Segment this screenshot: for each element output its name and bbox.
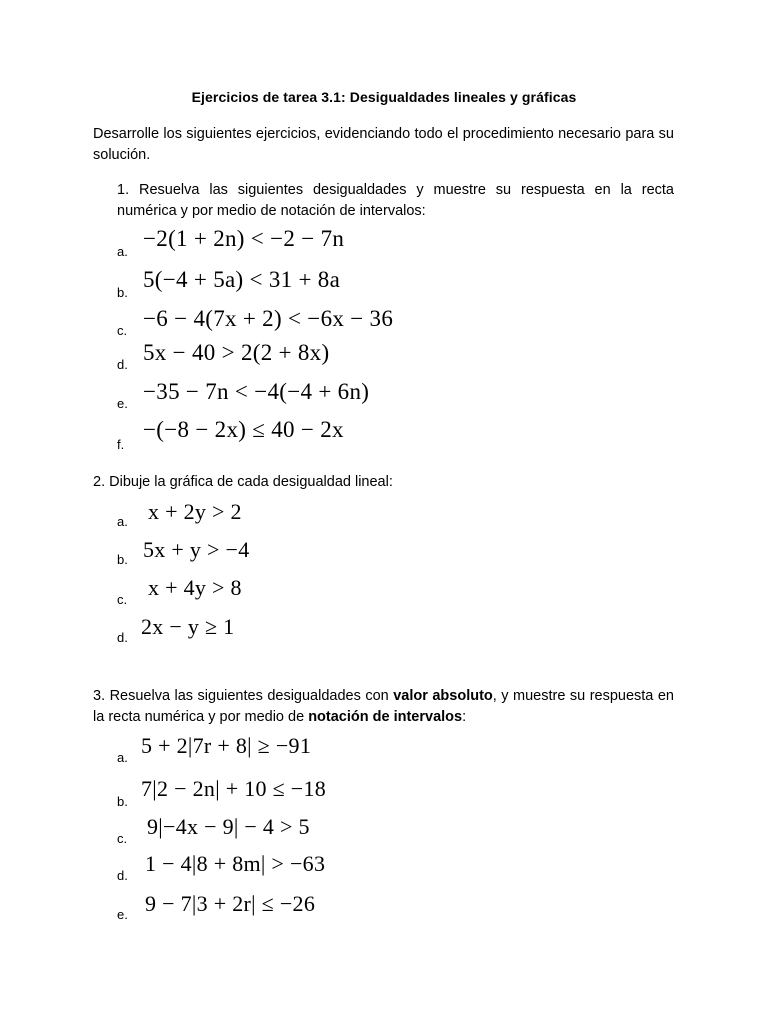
s1-item-c-letter: c. [117, 323, 128, 338]
s3-item-a-letter: a. [117, 750, 128, 765]
section-3-instructions [93, 686, 674, 728]
s3-item-a-expression: 5 + 2|7r + 8| ≥ −91 [141, 733, 312, 758]
s1-item-f-letter: f. [117, 437, 125, 452]
s1-item-e-letter: e. [117, 396, 128, 411]
s1-item-e-expression: −35 − 7n < −4(−4 + 6n) [143, 379, 370, 404]
s1-item-b-letter: b. [117, 285, 128, 300]
s1-item-a-expression: −2(1 + 2n) < −2 − 7n [143, 226, 345, 251]
section-1-text: Resuelva las siguientes desigualdades y muestre su respuesta en la recta numérica y por medio de notación de intervalos: [117, 182, 674, 219]
s2-item-c-expression: x + 4y > 8 [148, 575, 242, 600]
s2-item-b-expression: 5x + y > −4 [143, 537, 250, 562]
s2-item-c-letter: c. [117, 592, 128, 607]
section-3-mid: , y muestre su respuesta en la recta numérica y por medio de [93, 688, 674, 725]
s2-item-b-letter: b. [117, 552, 128, 567]
section-3-lead: 3. Resuelva las siguientes desigualdades con [93, 688, 394, 704]
page-title: Ejercicios de tarea 3.1: Desigualdades lineales y gráficas [191, 89, 577, 105]
s2-item-a-expression: x + 2y > 2 [148, 499, 242, 524]
s1-item-a-letter: a. [117, 244, 128, 259]
s3-item-c-expression: 9|−4x − 9| − 4 > 5 [147, 814, 310, 839]
s2-item-d-letter: d. [117, 630, 128, 645]
section-3-tail: : [462, 709, 467, 725]
s3-item-c-letter: c. [117, 831, 128, 846]
section-3-bold-valor-absoluto: valor absoluto [393, 688, 493, 704]
s3-item-e-expression: 9 − 7|3 + 2r| ≤ −26 [145, 891, 316, 916]
s3-item-e-letter: e. [117, 907, 128, 922]
s2-item-a-letter: a. [117, 514, 128, 529]
section-1-number: 1. [117, 182, 130, 198]
intro-paragraph: Desarrolle los siguientes ejercicios, evidenciando todo el procedimiento necesario para su solución. [93, 126, 674, 163]
s3-item-b-letter: b. [117, 794, 128, 809]
s1-item-d-expression: 5x − 40 > 2(2 + 8x) [143, 340, 330, 365]
s3-item-d-expression: 1 − 4|8 + 8m| > −63 [145, 851, 326, 876]
s1-item-b-expression: 5(−4 + 5a) < 31 + 8a [143, 267, 341, 292]
s1-item-f-expression: −(−8 − 2x) ≤ 40 − 2x [143, 417, 344, 442]
section-3-bold-notacion: notación de intervalos [308, 709, 463, 725]
s3-item-b-expression: 7|2 − 2n| + 10 ≤ −18 [141, 776, 327, 801]
s1-item-c-expression: −6 − 4(7x + 2) < −6x − 36 [143, 306, 394, 331]
section-2-instructions: 2. Dibuje la gráfica de cada desigualdad lineal: [93, 474, 393, 490]
s3-item-d-letter: d. [117, 868, 128, 883]
section-1-instructions [117, 180, 674, 222]
s1-item-d-letter: d. [117, 357, 128, 372]
s2-item-d-expression: 2x − y ≥ 1 [141, 614, 235, 639]
